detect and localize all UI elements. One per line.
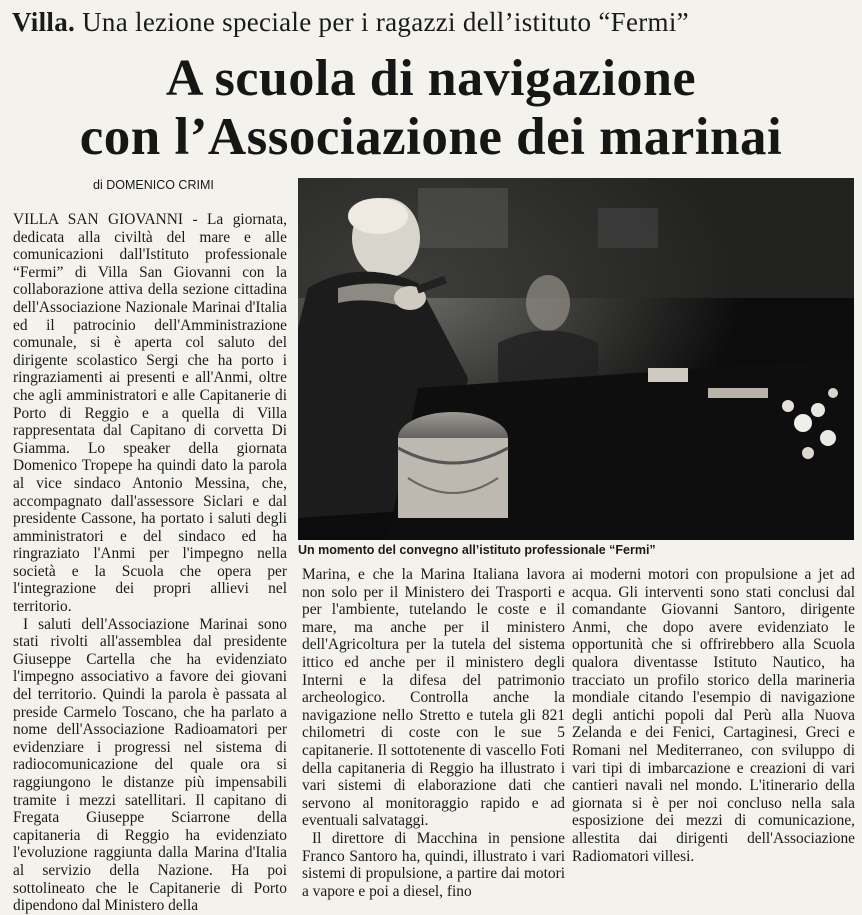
byline: di DOMENICO CRIMI [93,178,214,192]
paragraph: VILLA SAN GIOVANNI - La giornata, dedicata alla civiltà del mare e alle comunicazioni dall'Istituto professionale “Fermi” di Villa San Giovanni con la collaborazione attiva della sezione cittadina dell'Associazione Nazionale Marinai d'Italia ed il patrocinio dell'Amministrazione comunale, si è aperta col saluto del dirigente scolastico Sergi che ha porto i ringraziamenti ai presenti e all'Anmi, oltre che agli amministratori e alle Capitanerie di Porto di Reggio e a quella di Villa rappresentata dal Capitano di corvetta Di Giamma. Lo speaker della giornata Domenico Tropepe ha quindi dato la parola al vice sindaco Antonio Messina, che, accompagnato dall'assessore Siclari e dal presidente Cassone, ha portato i saluti degli amministratori e del sindaco ed ha ringraziato l'Anmi per l'impegno nella società e la Scuola che opera per l'integrazione dei propri allievi nel territorio. [13,211,287,616]
paragraph: ai moderni motori con propulsione a jet ad acqua. Gli interventi sono stati conclusi dal comandante Giovanni Santoro, dirigente Anmi, che dopo avere evidenziato le opportunità che si offrirebbero alla Scuola qualora diventasse Istituto Nautico, ha tracciato un profilo storico della marineria mondiale citando l'esempio di navigazione degli antichi popoli dal Perù alla Nuova Zelanda e dei Fenici, Cartaginesi, Greci e Romani nel Mediterraneo, con sviluppo di vari tipi di imbarcazione e creazioni di vari cantieri navali nel mondo. L'itinerario della giornata si è per noi concluso nella sala esposizione dei mezzi di comunicazione, allestita dai dirigenti dell'Associazione Radiomatori villesi. [572,566,855,865]
paragraph: Marina, e che la Marina Italiana lavora non solo per il Ministero dei Trasporti e per l'ambiente, tutelando le coste e il mare, ma anche per il ministero dell'Agricoltura per la tutela del sistema ittico ed anche per il ministero degli Interni e la difesa del patrimonio archeologico. Controlla anche la navigazione nello Stretto e tutela gli 821 chilometri di coste con le sue 5 capitanerie. Il sottotenente di vascello Foti della capitaneria di Reggio ha illustrato i vari sistemi di elaborazione dati che servono al monitoraggio rapido e ad eventuali salvataggi. [302,566,565,830]
kicker [12,6,852,38]
paragraph: Il direttore di Macchina in pensione Franco Santoro ha, quindi, illustrato i vari sistemi di propulsione, a partire dai motori a vapore e poi a diesel, fino [302,829,565,900]
photo-caption: Un momento del convegno all’istituto professionale “Fermi” [298,543,656,557]
kicker-location: Villa. [12,7,76,37]
kicker-text: Una lezione speciale per i ragazzi dell’istituto “Fermi” [82,7,689,37]
photo-image [298,178,854,540]
article-column-3 [572,566,855,881]
paragraph: I saluti dell'Associazione Marinai sono stati rivolti all'assemblea dal presidente Giuseppe Cartella che ha evidenziato l'impegno associativo a favore dei giovani del territorio. Quindi la parola è passata al preside Carmelo Toscano, che ha parlato a nome dell'Associazione Radioamatori per evidenziare i progressi nel sistema di radiocomunicazione del quale ora si raggiungono le distanze più impensabili tramite i mezzi satellitari. Il capitano di Fregata Giuseppe Sciarrone della capitaneria di Reggio ha evidenziato l'evoluzione raggiunta dalla Marina d'Italia al servizio della Nazione. Ha poi sottolineato che le Capitanerie di Porto dipendono dal Ministero della [13,615,287,915]
article-photo [298,178,854,540]
article-column-1 [13,211,287,915]
headline-line-1: A scuola di navigazione [165,50,697,107]
article-column-2 [302,566,565,900]
headline-line-2: con l’Associazione dei marinai [79,108,783,166]
